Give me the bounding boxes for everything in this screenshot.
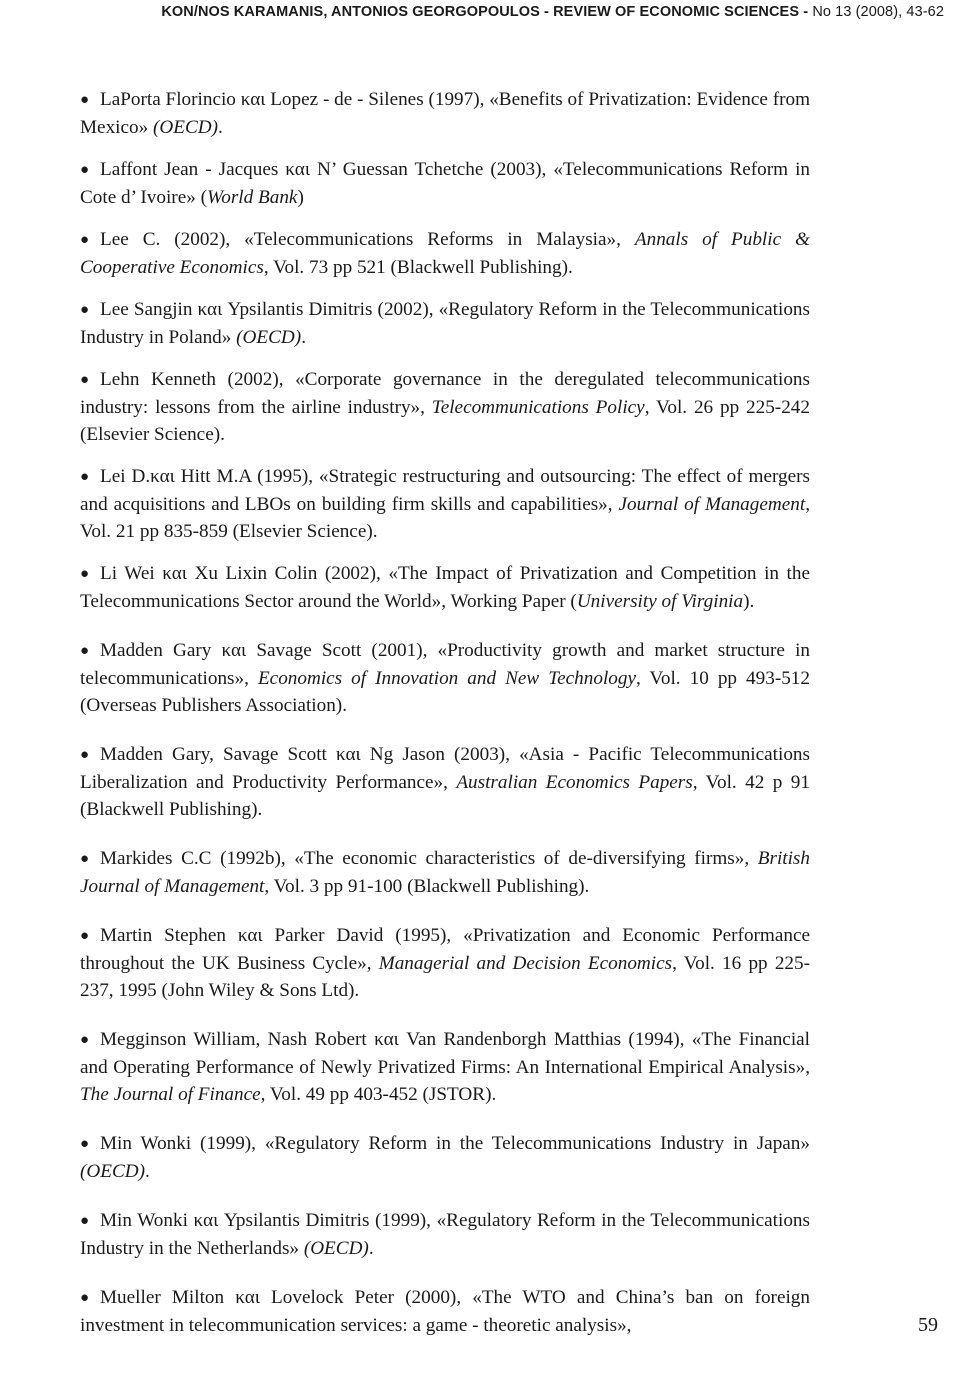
reference-tail: ): [297, 187, 304, 208]
reference-text: Lehn Kenneth (2002), «Corporate governance in the deregulated telecommunications industry: lessons from the airline industry»,: [80, 369, 810, 418]
reference-text: Martin Stephen και Parker David (1995), «Privatization and Economic Performance throughout the UK Business Cycle»,: [80, 925, 810, 974]
reference-tail: , Vol. 49 pp 403-452 (JSTOR).: [260, 1084, 497, 1105]
reference-text: Li Wei και Xu Lixin Colin (2002), «The Impact of Privatization and Competition in the Telecommunications Sector around the World», Working Paper (: [80, 563, 810, 612]
reference-tail: .: [368, 1238, 374, 1259]
bullet-icon: ●: [80, 643, 90, 659]
reference-item: [80, 1130, 810, 1185]
bullet-icon: ●: [80, 1213, 90, 1229]
reference-tail: .: [301, 327, 306, 348]
bullet-icon: ●: [80, 162, 90, 178]
reference-source: (OECD): [153, 117, 219, 138]
bullet-icon: ●: [80, 469, 90, 485]
reference-source: British Journal of Management: [80, 848, 810, 897]
reference-source: Annals of Public & Cooperative Economics: [80, 229, 810, 278]
reference-source: World Bank: [207, 187, 298, 208]
reference-tail: .: [145, 1161, 150, 1182]
reference-source: (OECD): [80, 1161, 146, 1182]
reference-item: [80, 560, 810, 615]
bullet-icon: ●: [80, 928, 90, 944]
page-number: 59: [918, 1314, 938, 1336]
reference-text: Madden Gary και Savage Scott (2001), «Productivity growth and market structure in telecommunications»,: [80, 640, 810, 689]
reference-item: [80, 296, 810, 351]
header-volume: No 13 (2008), 43-62: [812, 4, 944, 20]
reference-item: [80, 845, 810, 900]
reference-source: (OECD): [236, 327, 302, 348]
reference-source: (OECD): [303, 1238, 369, 1259]
reference-list: [80, 86, 810, 1354]
reference-source: Economics of Innovation and New Technology: [257, 668, 636, 689]
reference-item: [80, 156, 810, 211]
reference-source: University of Virginia: [576, 591, 744, 612]
reference-text: Markides C.C (1992b), «The economic characteristics of de-diversifying firms»,: [100, 848, 758, 869]
bullet-icon: ●: [80, 851, 90, 867]
reference-tail: , Vol. 21 pp 835-859 (Elsevier Science).: [80, 494, 810, 542]
reference-tail: , Vol. 73 pp 521 (Blackwell Publishing).: [263, 257, 573, 278]
reference-source: The Journal of Finance: [80, 1084, 261, 1105]
reference-text: Lee Sangjin και Ypsilantis Dimitris (2002), «Regulatory Reform in the Telecommunications Industry in Poland»: [80, 299, 810, 348]
reference-tail: , Vol. 10 pp 493-512 (Overseas Publishers Association).: [80, 668, 810, 716]
reference-text: Lee C. (2002), «Telecommunications Reforms in Malaysia»,: [100, 229, 635, 250]
bullet-icon: ●: [80, 92, 90, 108]
reference-text: Mueller Milton και Lovelock Peter (2000), «The WTO and China’s ban on foreign investment in telecommunication services: a game - theoretic analysis»,: [80, 1287, 810, 1336]
reference-item: [80, 741, 810, 823]
reference-tail: , Vol. 16 pp 225-237, 1995 (John Wiley & Sons Ltd).: [80, 953, 810, 1001]
bullet-icon: ●: [80, 747, 90, 763]
reference-text: Laffont Jean - Jacques και N’ Guessan Tchetche (2003), «Telecommunications Reform in Cote d’ Ivoire» (: [80, 159, 810, 208]
reference-item: [80, 463, 810, 545]
reference-text: Madden Gary, Savage Scott και Ng Jason (2003), «Asia - Pacific Telecommunications Liberalization and Productivity Performance»,: [80, 744, 810, 793]
reference-item: [80, 1026, 810, 1108]
reference-source: Managerial and Decision Economics: [378, 953, 673, 974]
reference-tail: , Vol. 3 pp 91-100 (Blackwell Publishing).: [264, 876, 590, 897]
reference-item: [80, 637, 810, 719]
reference-item: [80, 86, 810, 141]
reference-source: Journal of Management: [618, 494, 806, 515]
reference-tail: , Vol. 42 p 91 (Blackwell Publishing).: [80, 772, 810, 820]
bullet-icon: ●: [80, 566, 90, 582]
reference-item: [80, 226, 810, 281]
reference-text: Min Wonki (1999), «Regulatory Reform in the Telecommunications Industry in Japan»: [100, 1133, 810, 1154]
bullet-icon: ●: [80, 232, 90, 248]
reference-text: LaPorta Florincio και Lopez - de - Silenes (1997), «Benefits of Privatization: Evidence from Mexico»: [80, 89, 810, 138]
reference-source: Australian Economics Papers: [456, 772, 693, 793]
reference-item: [80, 1284, 810, 1339]
reference-tail: .: [218, 117, 223, 138]
reference-item: [80, 366, 810, 448]
bullet-icon: ●: [80, 302, 90, 318]
reference-text: Min Wonki και Ypsilantis Dimitris (1999), «Regulatory Reform in the Telecommunications Industry in the Netherlands»: [80, 1210, 810, 1259]
reference-source: Telecommunications Policy: [431, 397, 645, 418]
running-header: [0, 4, 944, 20]
reference-tail: ).: [743, 591, 755, 612]
bullet-icon: ●: [80, 1136, 90, 1152]
header-authors-title: KON/NOS KARAMANIS, ANTONIOS GEORGOPOULOS - REVIEW OF ECONOMIC SCIENCES -: [161, 4, 809, 20]
bullet-icon: ●: [80, 1032, 90, 1048]
reference-tail: , Vol. 26 pp 225-242 (Elsevier Science).: [80, 397, 810, 445]
bullet-icon: ●: [80, 372, 90, 388]
reference-item: [80, 1207, 810, 1262]
bullet-icon: ●: [80, 1290, 90, 1306]
reference-item: [80, 922, 810, 1004]
reference-text: Megginson William, Nash Robert και Van Randenborgh Matthias (1994), «The Financial and Operating Performance of Newly Privatized Firms: An International Empirical Analysis»,: [80, 1029, 810, 1078]
reference-text: Lei D.και Hitt M.A (1995), «Strategic restructuring and outsourcing: The effect of mergers and acquisitions and LBOs on building firm skills and capabilities»,: [80, 466, 810, 515]
